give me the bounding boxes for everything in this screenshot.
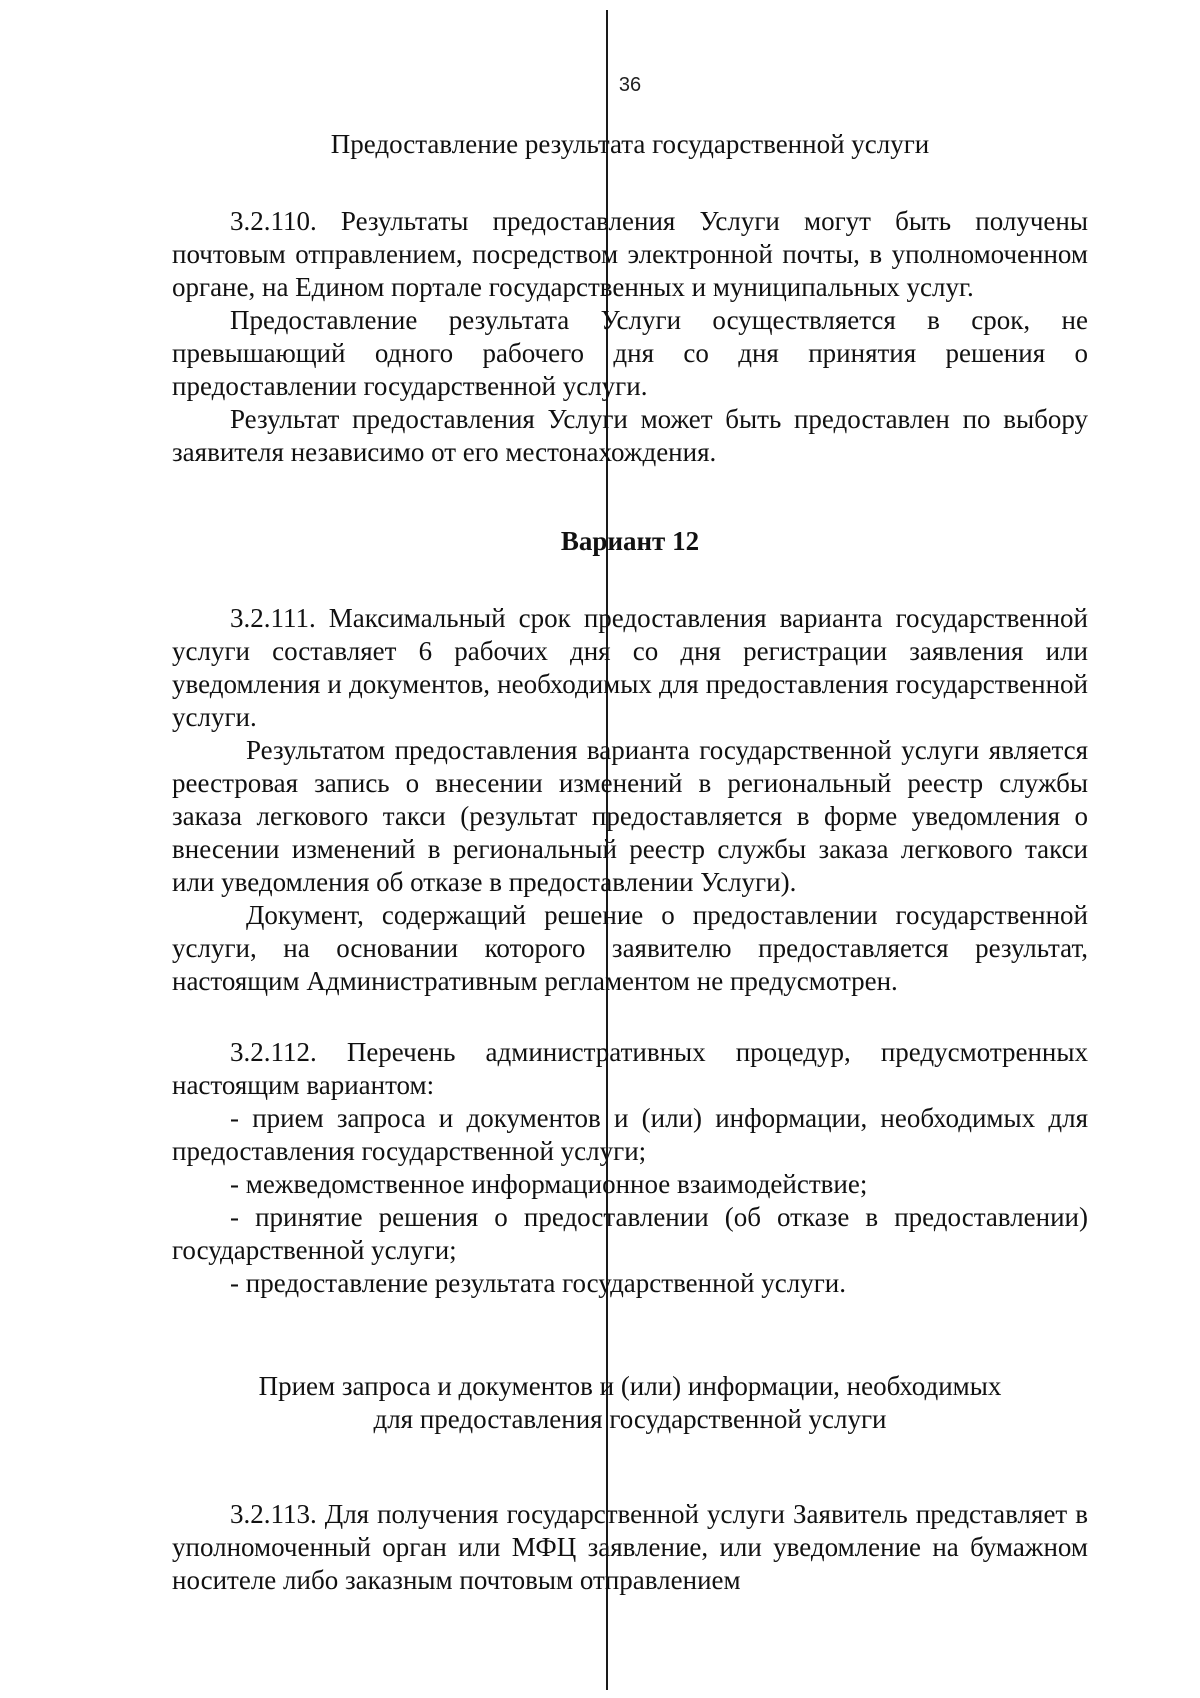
paragraph-3-2-110: 3.2.110. Результаты предоставления Услуги могут быть получены почтовым отправлением, посредством электронной почты, в уполномоченном органе, на Едином портале государственных и муниципальных услуг. [172, 206, 1088, 302]
paragraph-3-2-112: 3.2.112. Перечень административных процедур, предусмотренных настоящим вариантом: [172, 1037, 1088, 1100]
paragraph-result-choice: Результат предоставления Услуги может быть предоставлен по выбору заявителя независимо от его местонахождения. [172, 404, 1088, 467]
section-heading-intake-line2: для предоставления государственной услуги [373, 1404, 887, 1434]
procedure-list-item: - прием запроса и документов и (или) информации, необходимых для предоставления государственной услуги; [172, 1103, 1088, 1166]
paragraph-3-2-111: 3.2.111. Максимальный срок предоставления варианта государственной услуги составляет 6 рабочих дня со дня регистрации заявления или уведомления и документов, необходимых для предоставления государственной услуги. [172, 603, 1088, 732]
section-heading-result: Предоставление результата государственной услуги [330, 129, 930, 159]
procedure-list-item: - предоставление результата государственной услуги. [230, 1268, 846, 1298]
paragraph-3-2-113: 3.2.113. Для получения государственной услуги Заявитель представляет в уполномоченный орган или МФЦ заявление, или уведомление на бумажном носителе либо заказным почтовым отправлением [172, 1499, 1088, 1595]
paragraph-result-term: Предоставление результата Услуги осуществляется в срок, не превышающий одного рабочего дня со дня принятия решения о предоставлении государственной услуги. [172, 305, 1088, 401]
procedure-list-item: - межведомственное информационное взаимодействие; [230, 1169, 868, 1199]
variant-heading: Вариант 12 [560, 526, 700, 556]
paragraph-variant-result: Результатом предоставления варианта государственной услуги является реестровая запись о внесении изменений в региональный реестр службы заказа легкового такси (результат предоставляется в форме уведомления о внесении изменений в региональный реестр службы заказа легкового такси или уведомления об отказе в предоставлении Услуги). [172, 735, 1088, 897]
page-number: 36 [618, 74, 642, 96]
procedure-list-item: - принятие решения о предоставлении (об отказе в предоставлении) государственной услуги; [172, 1202, 1088, 1265]
document-body [172, 128, 1088, 1597]
section-heading-intake-line1: Прием запроса и документов и (или) информации, необходимых [258, 1371, 1002, 1401]
paragraph-variant-document: Документ, содержащий решение о предоставлении государственной услуги, на основании которого заявителю предоставляется результат, настоящим Административным регламентом не предусмотрен. [172, 900, 1088, 996]
